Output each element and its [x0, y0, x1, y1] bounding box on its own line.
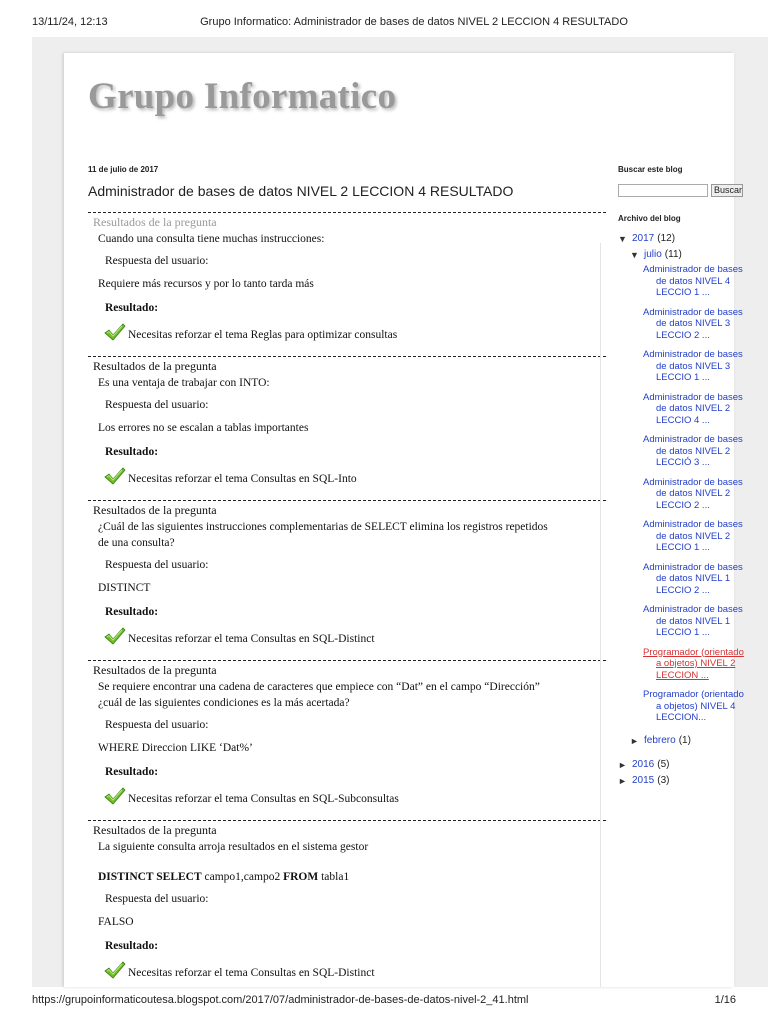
archive-post-link[interactable]: Administrador de bases de datos NIVEL 2 LECCIÓ 3 ... [643, 434, 743, 468]
question-block [88, 500, 606, 646]
user-answer: FALSO [98, 916, 134, 928]
result-line [104, 784, 606, 806]
archive-year-link[interactable]: 2017 [632, 233, 655, 244]
archive-count: (5) [657, 758, 670, 770]
print-page-title: Grupo Informatico: Administrador de bases de datos NIVEL 2 LECCION 4 RESULTADO [200, 16, 628, 28]
result-feedback: Necesitas reforzar el tema Consultas en SQL-Into [128, 473, 357, 485]
main-column [88, 165, 606, 994]
archive-heading: Archivo del blog [618, 214, 681, 223]
triangle-right-icon[interactable]: ► [630, 735, 639, 746]
archive-year-2015 [618, 774, 738, 788]
check-icon [104, 786, 126, 806]
sidebar [618, 165, 744, 790]
search-form [618, 184, 743, 197]
question-text: La siguiente consulta arroja resultados en el sistema gestor [98, 841, 369, 853]
search-button[interactable]: Buscar [711, 184, 743, 197]
result-feedback: Necesitas reforzar el tema Consultas en SQL-Distinct [128, 633, 375, 645]
sql-keyword: DISTINCT SELECT [98, 871, 202, 883]
post-title: Administrador de bases de datos NIVEL 2 LECCION 4 RESULTADO [88, 183, 514, 199]
archive-post-link[interactable]: Administrador de bases de datos NIVEL 2 LECCIO 1 ... [643, 519, 743, 553]
sql-keyword: FROM [283, 871, 319, 883]
result-line [104, 624, 606, 646]
result-label: Resultado: [105, 302, 159, 314]
question-block [88, 212, 606, 342]
question-text: Es una ventaja de trabajar con INTO: [98, 377, 270, 389]
archive-month-link[interactable]: febrero [644, 734, 676, 746]
archive-post-link[interactable]: Administrador de bases de datos NIVEL 2 LECCIO 4 ... [643, 391, 743, 426]
user-response-label: Respuesta del usuario: [105, 893, 209, 905]
archive-post-link[interactable]: Administrador de bases de datos NIVEL 3 LECCIO 1 ... [643, 349, 743, 383]
archive-month-link[interactable]: julio [644, 249, 662, 260]
question-block [88, 820, 606, 980]
check-icon [104, 322, 126, 342]
search-input[interactable] [618, 184, 708, 197]
result-label: Resultado: [105, 606, 159, 618]
triangle-right-icon[interactable]: ► [618, 775, 627, 786]
result-feedback: Necesitas reforzar el tema Reglas para optimizar consultas [128, 329, 398, 341]
archive-post-link[interactable]: Administrador de bases de datos NIVEL 1 LECCIO 2 ... [643, 561, 743, 596]
archive-post-link[interactable]: Administrador de bases de datos NIVEL 2 LECCIO 2 ... [643, 476, 743, 511]
user-answer: Los errores no se escalan a tablas importantes [98, 422, 309, 434]
archive-year-link[interactable]: 2016 [632, 758, 655, 770]
blog-title[interactable]: Grupo Informatico [88, 76, 397, 117]
question-heading: Resultados de la pregunta [93, 823, 217, 837]
triangle-right-icon[interactable]: ► [618, 759, 627, 770]
print-footer [32, 994, 736, 1008]
result-feedback: Necesitas reforzar el tema Consultas en SQL-Subconsultas [128, 793, 399, 805]
archive-post-link[interactable]: Administrador de bases de datos NIVEL 1 LECCIO 1 ... [643, 604, 743, 638]
archive-post-link[interactable]: Programador (orientado a objetos) NIVEL 4 LECCION... [643, 689, 744, 723]
archive-count: (1) [678, 734, 691, 746]
user-answer: WHERE Direccion LIKE ‘Dat%’ [98, 742, 253, 754]
print-header [32, 16, 736, 30]
archive-year-link[interactable]: 2015 [632, 774, 655, 786]
archive-post-list [643, 264, 744, 724]
check-icon [104, 626, 126, 646]
archive-count: (12) [657, 233, 676, 244]
archive-post-link[interactable]: Administrador de bases de datos NIVEL 3 LECCIO 2 ... [643, 306, 743, 341]
post-date: 11 de julio de 2017 [88, 165, 159, 174]
result-line [104, 320, 606, 342]
archive-month-julio [630, 248, 738, 262]
result-label: Resultado: [105, 766, 159, 778]
check-icon [104, 960, 126, 980]
triangle-down-icon[interactable]: ▼ [618, 234, 627, 244]
question-heading: Resultados de la pregunta [93, 215, 217, 229]
question-text: Cuando una consulta tiene muchas instrucciones: [98, 233, 325, 245]
blog-page [64, 53, 744, 987]
archive-count: (3) [657, 774, 670, 786]
archive-post-link-visited[interactable]: Programador (orientado a objetos) NIVEL 2 LECCION ... [643, 646, 744, 681]
sql-table: tabla1 [318, 871, 350, 883]
archive-year-2017 [618, 232, 738, 246]
user-answer: Requiere más recursos y por lo tanto tarda más [98, 278, 314, 290]
triangle-down-icon[interactable]: ▼ [630, 250, 639, 260]
user-response-label: Respuesta del usuario: [105, 719, 209, 731]
result-line [104, 958, 606, 980]
print-datetime: 13/11/24, 12:13 [32, 16, 108, 28]
question-heading: Resultados de la pregunta [93, 359, 217, 373]
question-text: Se requiere encontrar una cadena de caracteres que empiece con “Dat” en el campo “Dirección” ¿cuál de las siguientes condiciones es la más acertada? [98, 681, 540, 709]
archive-tree [618, 232, 744, 788]
sql-fields: campo1,campo2 [201, 871, 284, 883]
archive-year-2016 [618, 758, 738, 772]
user-response-label: Respuesta del usuario: [105, 559, 209, 571]
result-feedback: Necesitas reforzar el tema Consultas en SQL-Distinct [128, 967, 375, 979]
archive-count: (11) [664, 249, 682, 260]
archive-post-link[interactable]: Administrador de bases de datos NIVEL 4 LECCIO 1 ... [643, 264, 743, 298]
user-response-label: Respuesta del usuario: [105, 399, 209, 411]
question-heading: Resultados de la pregunta [93, 663, 217, 677]
question-block [88, 660, 606, 806]
question-block [88, 356, 606, 486]
sql-statement [98, 869, 606, 885]
result-label: Resultado: [105, 940, 159, 952]
print-url: https://grupoinformaticoutesa.blogspot.com/2017/07/administrador-de-bases-de-datos-nivel-2_41.html [32, 994, 529, 1006]
question-heading: Resultados de la pregunta [93, 503, 217, 517]
user-answer: DISTINCT [98, 582, 151, 594]
search-heading: Buscar este blog [618, 165, 683, 174]
result-line [104, 464, 606, 486]
archive-month-febrero [630, 734, 738, 748]
question-text: ¿Cuál de las siguientes instrucciones complementarias de SELECT elimina los registros repetidos de una consulta? [98, 521, 548, 549]
user-response-label: Respuesta del usuario: [105, 255, 209, 267]
result-label: Resultado: [105, 446, 159, 458]
check-icon [104, 466, 126, 486]
print-page-number: 1/16 [714, 994, 736, 1006]
column-divider [600, 243, 601, 987]
